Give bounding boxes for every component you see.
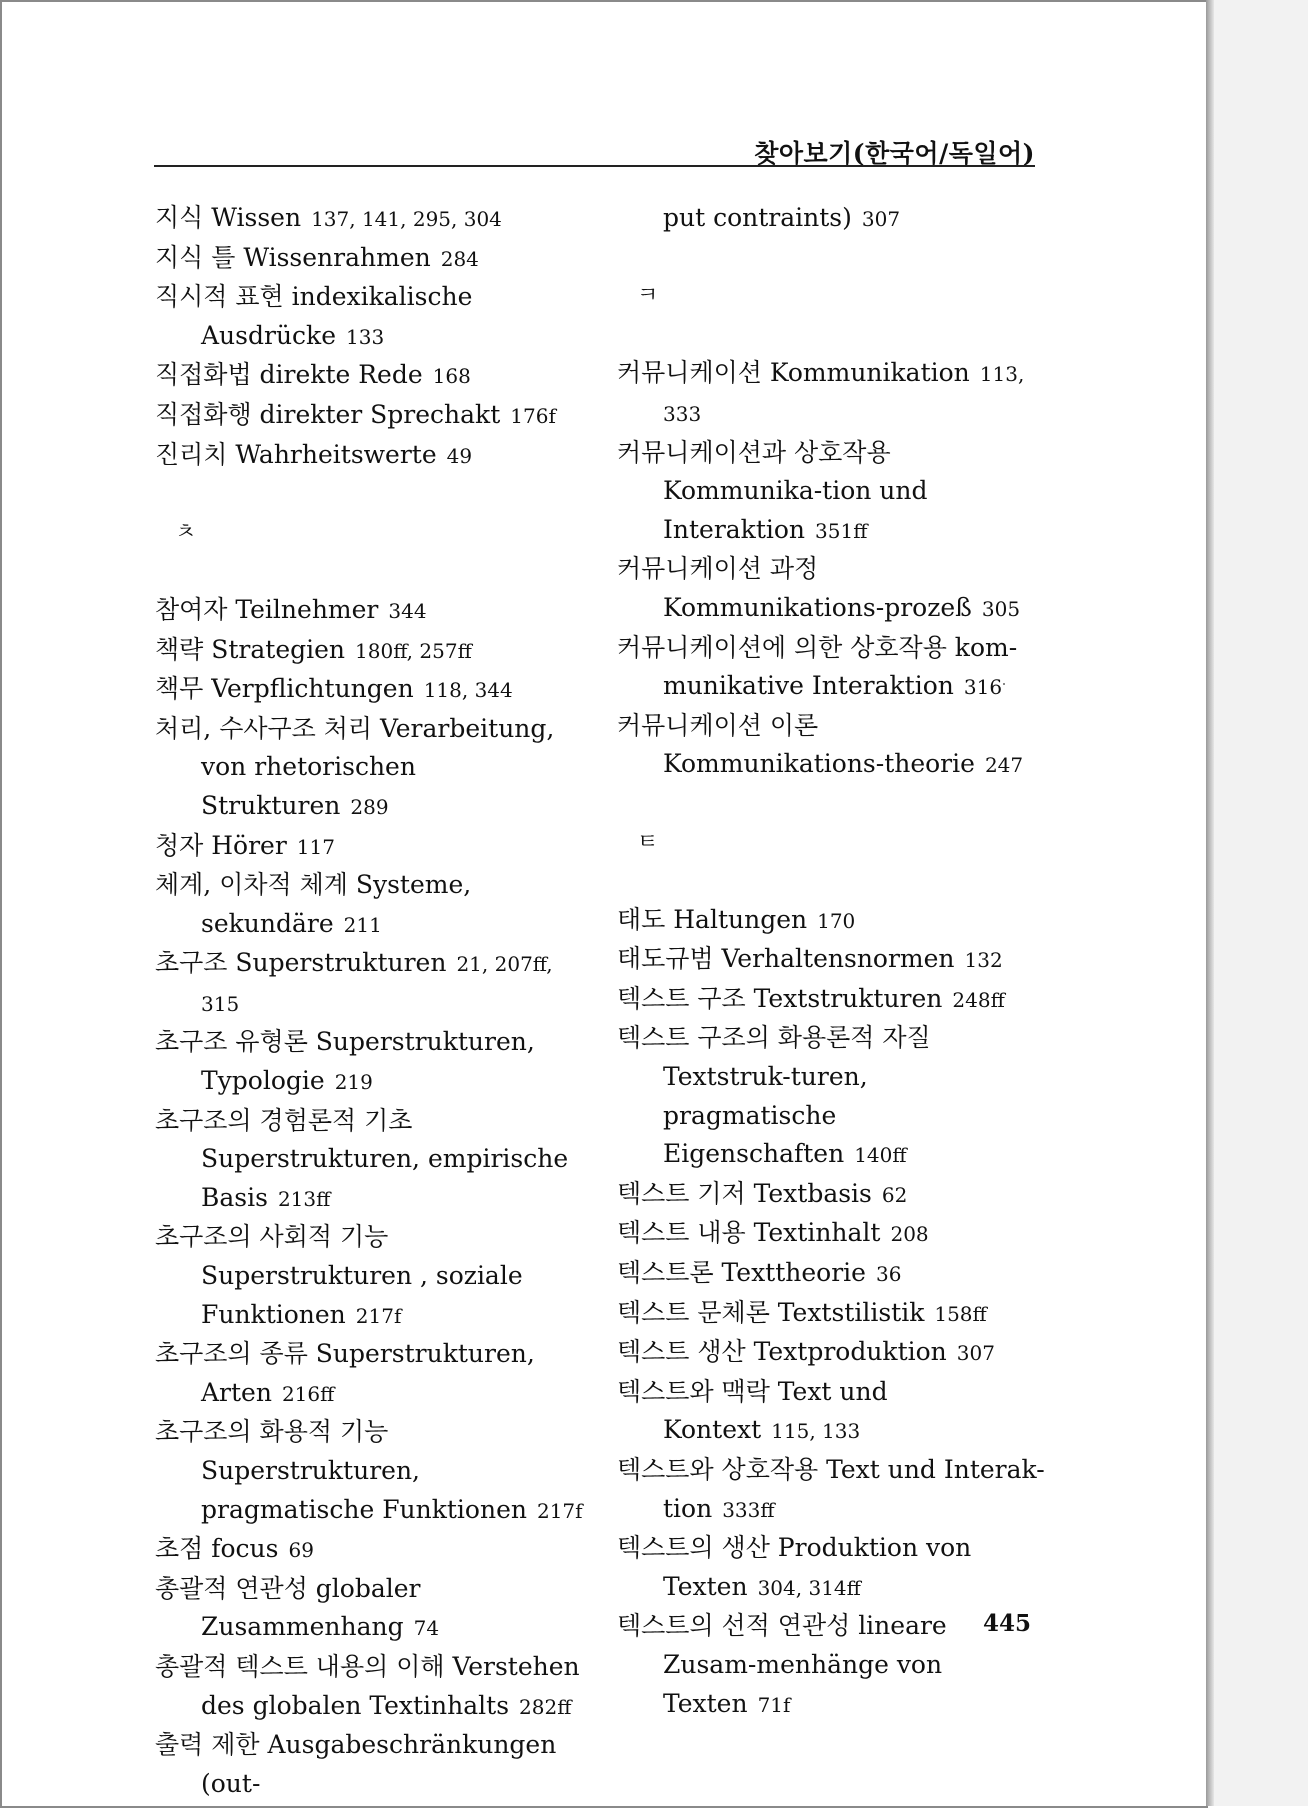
- index-entry: 지식 Wissen 137, 141, 295, 304: [155, 203, 502, 232]
- running-head: 찾아보기(한국어/독일어): [754, 139, 1035, 168]
- index-entry: 텍스트 내용 Textinhalt 208: [617, 1218, 929, 1248]
- index-entry: 초구조의 화용적 기능 Superstrukturen, pragmatische Funktionen 217f: [155, 1417, 583, 1524]
- index-entry: 직시적 표현 indexikalische Ausdrücke 133: [155, 282, 473, 350]
- index-entry: 지식 틀 Wissenrahmen 284: [155, 242, 479, 272]
- index-entry: 초구조 Superstrukturen 21, 207ff, 315: [155, 948, 553, 1016]
- index-entry: 책무 Verpflichtungen 118, 344: [155, 674, 513, 704]
- viewer-background: [1214, 0, 1308, 1806]
- index-entry: 참여자 Teilnehmer 344: [155, 594, 427, 624]
- index-entry-continuation: put contraints) 307: [663, 203, 901, 232]
- index-entry: 초구조의 경험론적 기초 Superstrukturen, empirische Basis 213ff: [155, 1105, 569, 1212]
- index-entry: 청자 Hörer 117: [155, 830, 335, 860]
- index-column-left: [155, 199, 585, 1804]
- index-entry: 텍스트 기저 Textbasis 62: [617, 1178, 908, 1208]
- index-entry: 초점 focus 69: [155, 1534, 314, 1564]
- index-entry: 처리, 수사구조 처리 Verarbeitung, von rhetorischen Strukturen 289: [155, 713, 555, 820]
- index-entry: 텍스트와 상호작용 Text und Interak-tion 333ff: [617, 1455, 1045, 1523]
- page-edge-shadow: [1206, 0, 1214, 1806]
- scan-speck: [1003, 683, 1005, 685]
- section-heading-chieut: ㅊ: [175, 519, 197, 545]
- page-number: 445: [983, 1610, 1032, 1637]
- index-entry: 텍스트의 생산 Produktion von Texten 304, 314ff: [617, 1533, 972, 1601]
- index-entry: 텍스트 구조 Textstrukturen 248ff: [617, 983, 1005, 1013]
- index-entry: 커뮤니케이션에 의한 상호작용 kom-munikative Interaktion 316: [617, 632, 1018, 701]
- index-entry: 책략 Strategien 180ff, 257ff: [155, 634, 472, 664]
- index-entry: 커뮤니케이션과 상호작용 Kommunika-tion und Interaktion 351ff: [617, 437, 928, 544]
- index-entry: 직접화행 direkter Sprechakt 176f: [155, 399, 556, 429]
- index-entry: 커뮤니케이션 이론 Kommunikations-theorie 247: [617, 710, 1024, 779]
- index-column-right: [617, 199, 1047, 1724]
- section-heading-tieut: ㅌ: [637, 829, 659, 855]
- index-entry: 태도 Haltungen 170: [617, 904, 856, 934]
- index-entry: 직접화법 direkte Rede 168: [155, 360, 471, 390]
- header-rule: [154, 165, 1035, 167]
- index-entry: 텍스트와 맥락 Text und Kontext 115, 133: [617, 1376, 888, 1445]
- index-entry: 텍스트 문체론 Textstilistik 158ff: [617, 1297, 987, 1327]
- index-entry: 커뮤니케이션 Kommunikation 113, 333: [617, 358, 1025, 426]
- index-entry: 텍스트론 Texttheorie 36: [617, 1258, 902, 1288]
- index-entry: 텍스트 구조의 화용론적 자질 Textstruk-turen, pragmatische Eigenschaften 140ff: [617, 1023, 931, 1169]
- index-entry: 체계, 이차적 체계 Systeme, sekundäre 211: [155, 870, 472, 938]
- index-entry: 초구조의 사회적 기능 Superstrukturen , soziale Funktionen 217f: [155, 1222, 523, 1329]
- index-entry: 텍스트의 선적 연관성 lineare Zusam-menhänge von Texten 71f: [617, 1611, 947, 1718]
- index-entry: 태도규범 Verhaltensnormen 132: [617, 944, 1003, 974]
- index-entry: 텍스트 생산 Textproduktion 307: [617, 1337, 995, 1367]
- index-entry: 총괄적 연관성 globaler Zusammenhang 74: [155, 1573, 440, 1642]
- section-heading-kieuk: ㅋ: [637, 283, 659, 309]
- index-entry: 총괄적 텍스트 내용의 이해 Verstehen des globalen Textinhalts 282ff: [155, 1651, 580, 1720]
- index-entry: 초구조 유형론 Superstrukturen, Typologie 219: [155, 1027, 535, 1096]
- index-entry: 초구조의 종류 Superstrukturen, Arten 216ff: [155, 1339, 535, 1407]
- index-entry: 진리치 Wahrheitswerte 49: [155, 439, 473, 469]
- index-entry: 출력 제한 Ausgabeschränkungen (out-: [155, 1730, 557, 1798]
- index-entry: 커뮤니케이션 과정 Kommunikations-prozeß 305: [617, 554, 1021, 622]
